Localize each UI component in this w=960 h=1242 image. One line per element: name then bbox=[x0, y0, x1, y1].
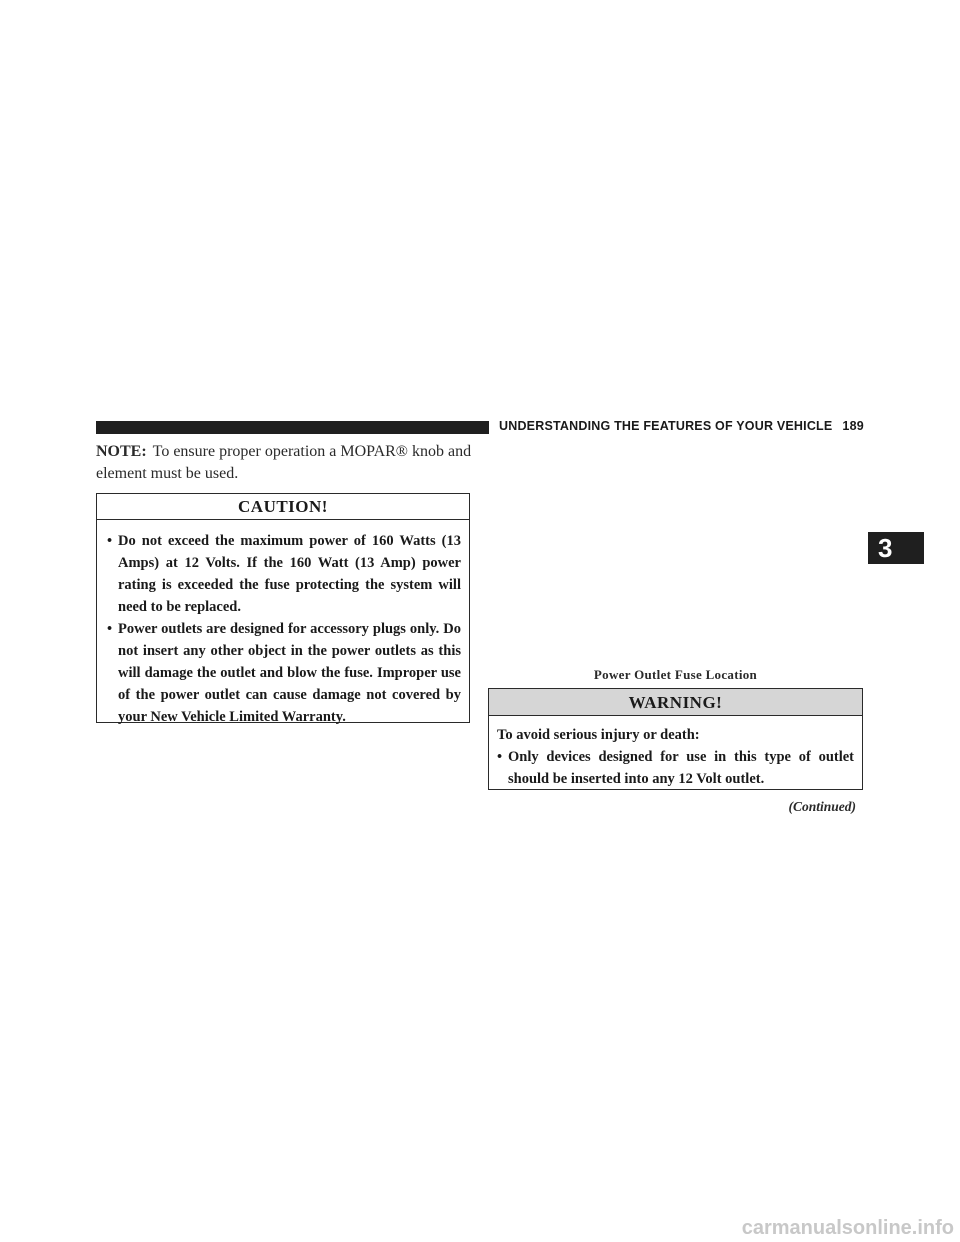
chapter-title: UNDERSTANDING THE FEATURES OF YOUR VEHICLE bbox=[499, 419, 833, 433]
caution-title: CAUTION! bbox=[97, 494, 469, 520]
note-label: NOTE: bbox=[96, 443, 147, 460]
warning-box bbox=[488, 688, 863, 790]
figure-caption: Power Outlet Fuse Location bbox=[593, 667, 758, 682]
note-text: To ensure proper operation a MOPAR® knob and element must be used. bbox=[96, 443, 472, 482]
warning-body bbox=[489, 716, 862, 790]
watermark: carmanualsonline.info bbox=[741, 1217, 954, 1239]
warning-intro: To avoid serious injury or death: bbox=[497, 727, 700, 743]
bullet-icon: • bbox=[497, 749, 503, 765]
caution-body bbox=[97, 520, 469, 728]
note-paragraph bbox=[96, 441, 474, 485]
running-header bbox=[499, 419, 864, 433]
bullet-icon: • bbox=[107, 621, 113, 637]
page-number: 189 bbox=[842, 419, 864, 433]
warning-item-text: Only devices designed for use in this type of outlet should be inserted into any 12 Volt outlet. bbox=[508, 749, 854, 787]
warning-title: WARNING! bbox=[489, 689, 862, 716]
header-rule bbox=[96, 421, 489, 434]
warning-item bbox=[497, 746, 854, 790]
bullet-icon: • bbox=[107, 533, 113, 549]
section-tab: 3 bbox=[868, 532, 924, 564]
caution-item-text: Power outlets are designed for accessory plugs only. Do not insert any other object in the power outlets as this will damage the outlet and blow the fuse. Improper use of the power outlet can cause damage not covered by your New Vehicle Limited Warranty. bbox=[118, 621, 461, 725]
caution-item bbox=[107, 530, 461, 618]
caution-item-text: Do not exceed the maximum power of 160 Watts (13 Amps) at 12 Volts. If the 160 Watt (13 Amp) power rating is exceeded the fuse protecting the system will need to be replaced. bbox=[118, 533, 461, 615]
caution-item bbox=[107, 618, 461, 728]
caution-box bbox=[96, 493, 470, 723]
continued-label: (Continued) bbox=[788, 799, 856, 814]
